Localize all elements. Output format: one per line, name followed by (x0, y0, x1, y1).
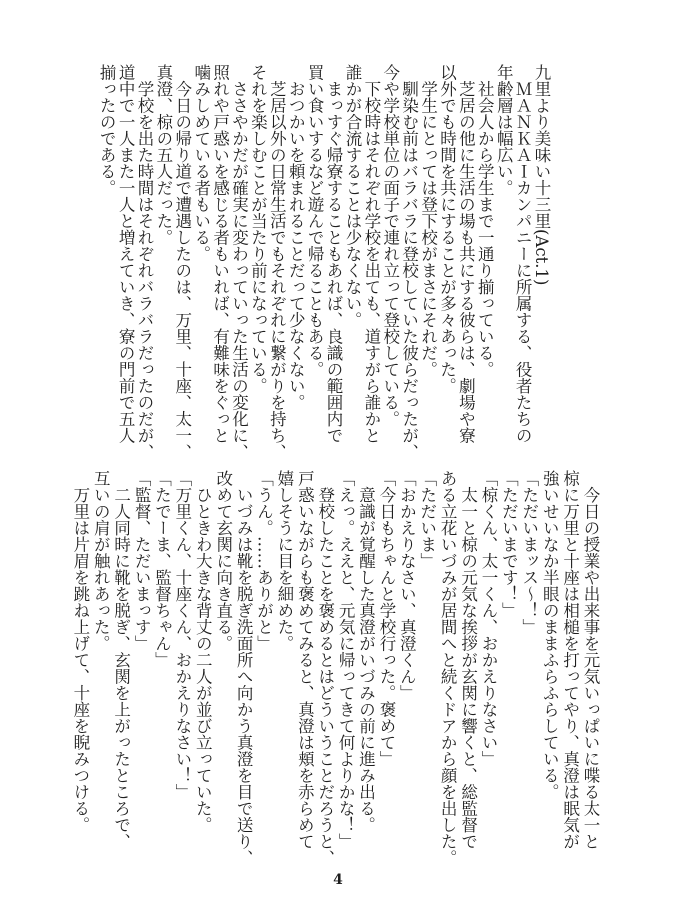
text-line: 学校を出た時間はそれぞれバラバラだったのだが、 (134, 64, 154, 460)
text-line: 椋に万里と十座は相槌を打ってやり、真澄は眠気が (560, 470, 580, 850)
dialogue-line: 「ただいまです！」 (499, 470, 519, 619)
text-line: 今日の帰り道で遭遇したのは、万里、十座、太一、 (172, 64, 192, 460)
text-line: 学生にとっては登下校がまさにそれだ。 (418, 64, 438, 378)
text-line: 今日の授業や出来事を元気いっぱいに喋る太一と (581, 470, 600, 850)
text-line: 戸惑いながらも褒めてみると、真澄は頬を赤らめて (295, 470, 315, 850)
dialogue-line: 「今日もちゃんと学校行った。褒めて」 (376, 470, 396, 767)
dialogue-line: 「たでーま、監督ちゃん」 (152, 470, 172, 668)
text-line: 真澄、椋の五人だった。 (153, 64, 173, 246)
dialogue-line: 「万里くん、十座くん、おかえりなさい！」 (172, 470, 192, 800)
text-line: いづみは靴を脱ぎ洗面所へ向かう真澄を目で送り、 (234, 470, 254, 866)
dialogue-line: 「ただいまッス〜！」 (519, 470, 539, 635)
text-line: 強いせいなか半眼のままふらふらしている。 (540, 470, 560, 800)
text-line: それを楽しむことが当たり前になっている。 (248, 64, 268, 394)
text-line: 互いの肩が触れあった。 (91, 470, 111, 652)
text-line: 道中で一人また一人と増えていき、寮の門前で五人 (116, 64, 136, 444)
text-line: 二人同時に靴を脱ぎ、玄関を上がったところで、 (111, 470, 131, 850)
text-line: 買い食いするなど遊んで帰ることもある。 (305, 64, 325, 378)
text-line: 年齢層は幅広い。 (494, 64, 514, 196)
chapter-title: 九里より美味い十三里(Act.1) (532, 64, 551, 286)
text-line: 以外でも時間を共にすることが多々あった。 (437, 64, 457, 394)
text-line: ひときわ大きな背丈の二人が並び立っていた。 (193, 470, 213, 833)
dialogue-line: 「ただいま」 (417, 470, 437, 569)
upper-text-block (96, 64, 550, 464)
text-line: 下校時はそれぞれ学校を出ても、道すがら誰かと (361, 64, 381, 444)
text-line: 改めて玄関に向き直る。 (213, 470, 233, 652)
text-line: 太一と椋の元気な挨拶が玄関に響くと、総監督で (458, 470, 478, 850)
text-line: ＭＡＮＫＡＩカンパニーに所属する、役者たちの (513, 64, 533, 444)
text-line: ささやかだが確実に変わっていった生活の変化に、 (229, 64, 249, 460)
text-line: 芝居以外の日常生活でもそれぞれに繋がりを持ち、 (267, 64, 287, 460)
text-line: 登校したことを褒めるとはどういうことだろうと、 (315, 470, 335, 866)
text-line: 今や学校単位の面子で連れ立って登校している。 (380, 64, 400, 427)
text-line: おつかいを頼まれることだって少なくない。 (286, 64, 306, 411)
dialogue-line: 「椋くん、太一くん、おかえりなさい」 (478, 470, 498, 767)
text-line: 芝居の他に生活の場も共にする彼らは、劇場や寮 (456, 64, 476, 444)
dialogue-line: 「えっ。ええと、元気に帰ってきて何よりかな！」 (336, 470, 356, 850)
text-line: 嬉しそうに目を細めた。 (274, 470, 294, 652)
text-line: 噛みしめている者もいる。 (191, 64, 211, 262)
text-line: 馴染む前はバラバラに登校していた彼らだったが、 (399, 64, 419, 460)
text-line: 意識が覚醒した真澄がいづみの前に進み出る。 (356, 470, 376, 833)
text-line: ある立花いづみが居間へと続くドアから顔を出した。 (438, 470, 458, 866)
lower-text-block (69, 470, 600, 870)
page-number: 4 (333, 872, 343, 888)
text-line: 揃ったのである。 (97, 64, 117, 196)
text-line: 社会人から学生まで一通り揃っている。 (475, 64, 495, 378)
dialogue-line: 「おかえりなさい、真澄くん」 (397, 470, 417, 701)
text-line: 照れや戸惑いを感じる者もいれば、有難味をぐっと (210, 64, 230, 444)
dialogue-line: 「うん。……ありがと」 (254, 470, 274, 652)
text-line: まっすぐ帰寮することもあれば、良識の範囲内で (324, 64, 344, 444)
text-line: 万里は片眉を跳ね上げて、十座を睨みつける。 (70, 470, 90, 833)
text-line: 誰かが合流することは少なくない。 (342, 64, 362, 328)
dialogue-line: 「監督、ただいまっす」 (132, 470, 152, 652)
